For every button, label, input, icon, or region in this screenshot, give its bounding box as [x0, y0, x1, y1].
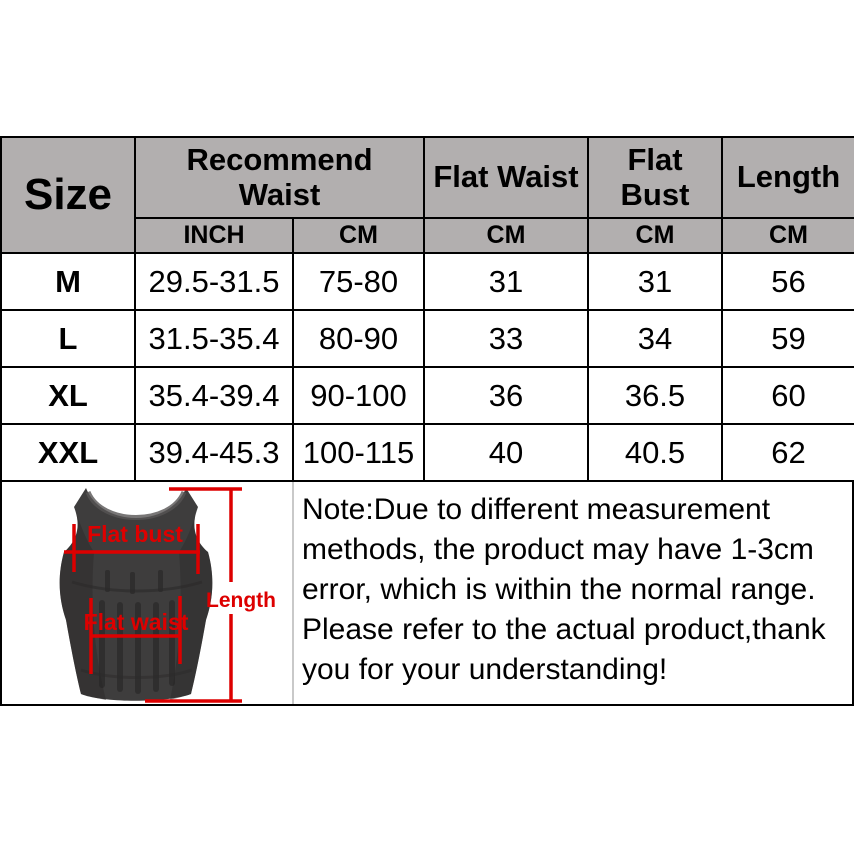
unit-cm-flat-bust: CM	[588, 218, 722, 253]
xl-flat-bust: 36.5	[588, 367, 722, 424]
table-row-m	[1, 253, 854, 310]
measurement-diagram-cell	[2, 482, 294, 704]
flat-waist-label: Flat waist	[83, 609, 189, 635]
header-flat-waist: Flat Waist	[424, 137, 588, 218]
size-chart-table	[0, 136, 854, 482]
m-waist-inch: 29.5-31.5	[135, 253, 293, 310]
xl-flat-waist: 36	[424, 367, 588, 424]
xxl-length: 62	[722, 424, 854, 481]
size-chart-content	[0, 136, 854, 706]
unit-inch: INCH	[135, 218, 293, 253]
unit-cm-waist: CM	[293, 218, 424, 253]
header-recommend-waist: Recommend Waist	[135, 137, 424, 218]
unit-cm-flat-waist: CM	[424, 218, 588, 253]
xxl-waist-cm: 100-115	[293, 424, 424, 481]
size-xxl: XXL	[1, 424, 135, 481]
xxl-flat-waist: 40	[424, 424, 588, 481]
l-waist-inch: 31.5-35.4	[135, 310, 293, 367]
flat-bust-label: Flat bust	[87, 521, 183, 547]
m-length: 56	[722, 253, 854, 310]
size-l: L	[1, 310, 135, 367]
m-flat-waist: 31	[424, 253, 588, 310]
size-xl: XL	[1, 367, 135, 424]
l-flat-bust: 34	[588, 310, 722, 367]
unit-cm-length: CM	[722, 218, 854, 253]
xxl-waist-inch: 39.4-45.3	[135, 424, 293, 481]
bottom-section	[0, 482, 854, 706]
table-row-l	[1, 310, 854, 367]
table-row-xxl	[1, 424, 854, 481]
xxl-flat-bust: 40.5	[588, 424, 722, 481]
m-waist-cm: 75-80	[293, 253, 424, 310]
m-flat-bust: 31	[588, 253, 722, 310]
note-cell	[294, 482, 852, 704]
xl-waist-cm: 90-100	[293, 367, 424, 424]
header-size: Size	[1, 137, 135, 253]
header-length: Length	[722, 137, 854, 218]
xl-length: 60	[722, 367, 854, 424]
vest-product-image	[2, 482, 292, 704]
xl-waist-inch: 35.4-39.4	[135, 367, 293, 424]
measurement-note: Note:Due to different measurement methods, the product may have 1-3cm error, which is within the normal range. Please refer to the actual product,thank you for your understanding!	[302, 493, 826, 686]
size-m: M	[1, 253, 135, 310]
l-length: 59	[722, 310, 854, 367]
l-flat-waist: 33	[424, 310, 588, 367]
header-flat-bust: Flat Bust	[588, 137, 722, 218]
table-row-xl	[1, 367, 854, 424]
length-label: Length	[206, 589, 276, 612]
l-waist-cm: 80-90	[293, 310, 424, 367]
